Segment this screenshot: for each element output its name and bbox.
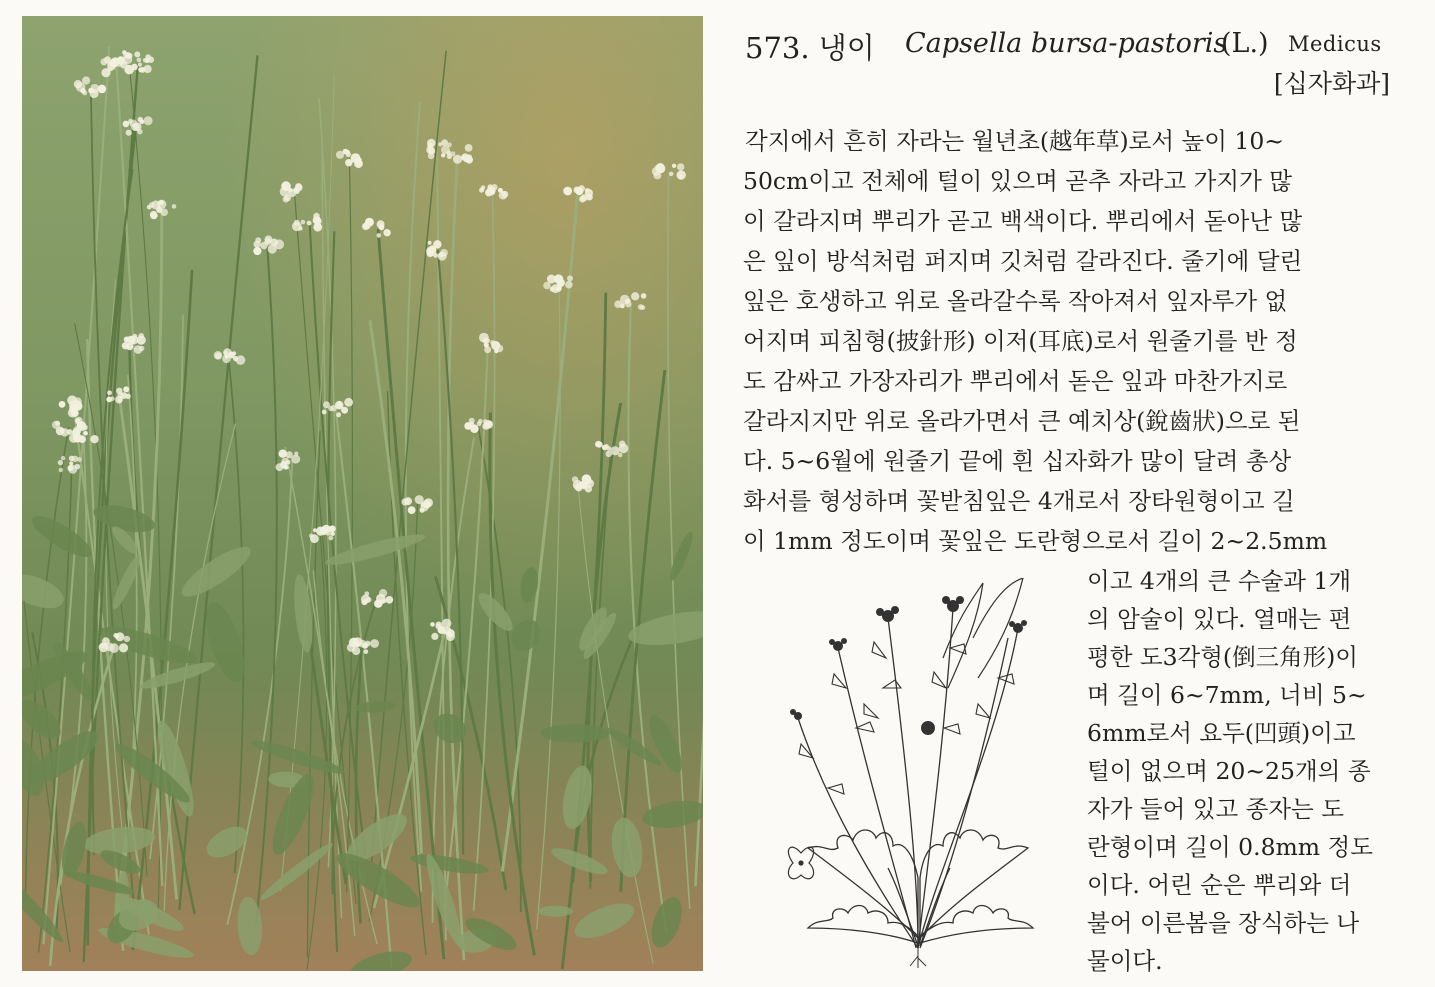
entry-header: [745, 26, 1395, 66]
description-line: 의 암술이 있다. 열매는 편: [1087, 605, 1352, 633]
shepherds-purse-photo-art: [22, 16, 703, 971]
scientific-name: Capsella bursa-pastoris: [905, 28, 1228, 59]
description-line: 6mm로서 요두(凹頭)이고: [1087, 719, 1356, 747]
description-line: 화서를 형성하며 꽃받침잎은 4개로서 장타원형이고 길: [743, 487, 1295, 515]
description-line: 각지에서 흔히 자라는 월년초(越年草)로서 높이 10~: [745, 127, 1284, 155]
description-line: 이다. 어린 순은 뿌리와 더: [1087, 871, 1352, 899]
shepherds-purse-drawing-icon: [768, 578, 1068, 968]
description-line: 이 갈라지며 뿌리가 곧고 백색이다. 뿌리에서 돋아난 많: [743, 207, 1303, 235]
description-line: 50cm이고 전체에 털이 있으며 곧추 자라고 가지가 많: [743, 167, 1292, 195]
description-line: 이고 4개의 큰 수술과 1개: [1087, 567, 1352, 595]
botanical-line-drawing: [768, 578, 1068, 968]
description-line: 도 감싸고 가장자리가 뿌리에서 돋은 잎과 마찬가지로: [743, 367, 1288, 395]
description-line: 잎은 호생하고 위로 올라갈수록 작아져서 잎자루가 없: [743, 287, 1288, 315]
description-line: 이 1mm 정도이며 꽃잎은 도란형으로서 길이 2~2.5mm: [743, 527, 1328, 555]
description-line: 은 잎이 방석처럼 퍼지며 깃처럼 갈라진다. 줄기에 달린: [743, 247, 1303, 275]
description-line: 평한 도3각형(倒三角形)이: [1087, 643, 1358, 671]
description-line: 불어 이른봄을 장식하는 나: [1087, 909, 1360, 937]
description-line: 물이다.: [1087, 947, 1163, 975]
description-line: 자가 들어 있고 종자는 도: [1087, 795, 1344, 823]
photo-leaf: [538, 906, 573, 917]
plant-photo: [22, 16, 703, 971]
description-line: 어지며 피침형(披針形) 이저(耳底)로서 원줄기를 반 정: [743, 327, 1298, 355]
description-line: 다. 5~6월에 원줄기 끝에 흰 십자화가 많이 달려 총상: [743, 447, 1292, 475]
description-line: 털이 없으며 20~25개의 종: [1087, 757, 1371, 785]
description-line: 란형이며 길이 0.8mm 정도: [1087, 833, 1373, 861]
author-name: Medicus: [1288, 32, 1382, 56]
description-line: 며 길이 6~7mm, 너비 5~: [1087, 681, 1367, 709]
description-line: 갈라지지만 위로 올라가면서 큰 예치상(銳齒狀)으로 된: [743, 407, 1301, 435]
entry-number-and-name: 573. 냉이: [745, 31, 875, 65]
plant-family: [십자화과]: [1273, 69, 1390, 98]
photo-leaf: [541, 724, 610, 742]
author-parenthetical: (L.): [1221, 28, 1269, 59]
